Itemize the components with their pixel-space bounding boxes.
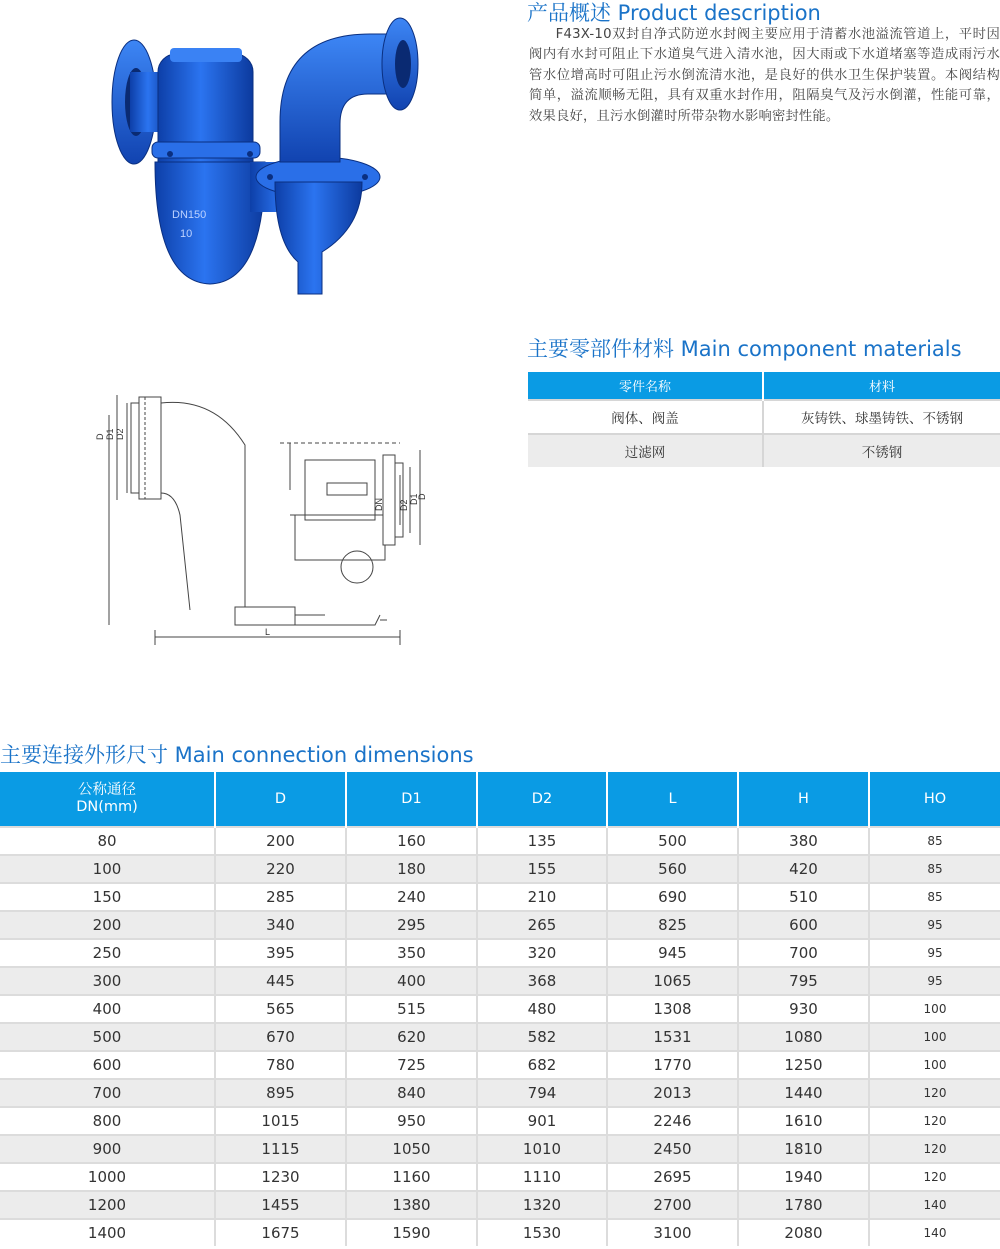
cell-dn: 700	[0, 1079, 215, 1107]
cell-d: 1455	[215, 1191, 346, 1219]
cell-l: 690	[607, 883, 738, 911]
cell-dn: 500	[0, 1023, 215, 1051]
material-part-cell: 过滤网	[528, 434, 763, 467]
cell-d1: 840	[346, 1079, 477, 1107]
cell-d2: 582	[477, 1023, 607, 1051]
cell-d2: 155	[477, 855, 607, 883]
material-value-cell: 灰铸铁、球墨铸铁、不锈钢	[763, 400, 1000, 434]
cell-h: 1780	[738, 1191, 869, 1219]
cell-h: 1080	[738, 1023, 869, 1051]
cell-d2: 1530	[477, 1219, 607, 1246]
product-description-title: 产品概述 Product description	[527, 1, 821, 25]
cell-d2: 265	[477, 911, 607, 939]
cell-d: 895	[215, 1079, 346, 1107]
cell-d2: 1010	[477, 1135, 607, 1163]
cell-d1: 515	[346, 995, 477, 1023]
cell-h: 1610	[738, 1107, 869, 1135]
materials-header-material: 材料	[763, 372, 1000, 400]
cell-ho: 95	[869, 911, 1000, 939]
cell-h: 700	[738, 939, 869, 967]
header-dn-line2: DN(mm)	[76, 799, 138, 815]
cell-d1: 350	[346, 939, 477, 967]
cell-l: 500	[607, 827, 738, 855]
table-row	[0, 855, 1000, 883]
cell-ho: 100	[869, 1023, 1000, 1051]
cell-l: 560	[607, 855, 738, 883]
cell-d1: 620	[346, 1023, 477, 1051]
table-row	[0, 1023, 1000, 1051]
cell-ho: 100	[869, 1051, 1000, 1079]
cell-l: 2700	[607, 1191, 738, 1219]
header-d1: D1	[346, 772, 477, 827]
cell-ho: 120	[869, 1107, 1000, 1135]
cell-d1: 1050	[346, 1135, 477, 1163]
cell-d: 565	[215, 995, 346, 1023]
cell-dn: 80	[0, 827, 215, 855]
cell-dn: 1400	[0, 1219, 215, 1246]
cell-dn: 1000	[0, 1163, 215, 1191]
material-value-cell: 不锈钢	[763, 434, 1000, 467]
cell-ho: 95	[869, 967, 1000, 995]
cell-dn: 300	[0, 967, 215, 995]
cell-d: 445	[215, 967, 346, 995]
cell-d: 1230	[215, 1163, 346, 1191]
cell-ho: 140	[869, 1219, 1000, 1246]
cell-ho: 85	[869, 827, 1000, 855]
cell-l: 1531	[607, 1023, 738, 1051]
cell-d2: 320	[477, 939, 607, 967]
cell-d1: 1590	[346, 1219, 477, 1246]
cell-dn: 600	[0, 1051, 215, 1079]
cell-d1: 180	[346, 855, 477, 883]
dimension-label-dn: DN	[374, 498, 384, 511]
cell-d: 340	[215, 911, 346, 939]
header-dn	[0, 772, 215, 827]
cell-d: 780	[215, 1051, 346, 1079]
cell-d: 1015	[215, 1107, 346, 1135]
table-row	[528, 400, 1000, 434]
table-row	[528, 434, 1000, 467]
cell-d2: 210	[477, 883, 607, 911]
cell-h: 930	[738, 995, 869, 1023]
material-part-cell: 阀体、阀盖	[528, 400, 763, 434]
table-row	[0, 939, 1000, 967]
dimension-label-d2: D2	[115, 428, 125, 440]
cell-ho: 140	[869, 1191, 1000, 1219]
cell-d1: 725	[346, 1051, 477, 1079]
cell-ho: 95	[869, 939, 1000, 967]
table-row	[0, 1191, 1000, 1219]
header-l: L	[607, 772, 738, 827]
cell-l: 2695	[607, 1163, 738, 1191]
valve-technical-drawing	[95, 375, 425, 655]
table-row	[0, 911, 1000, 939]
cell-h: 1940	[738, 1163, 869, 1191]
cell-d2: 682	[477, 1051, 607, 1079]
cell-ho: 120	[869, 1079, 1000, 1107]
cell-ho: 120	[869, 1135, 1000, 1163]
cell-l: 2246	[607, 1107, 738, 1135]
cell-ho: 85	[869, 883, 1000, 911]
cell-l: 945	[607, 939, 738, 967]
header-h: H	[738, 772, 869, 827]
header-ho: HO	[869, 772, 1000, 827]
cell-h: 600	[738, 911, 869, 939]
cell-dn: 200	[0, 911, 215, 939]
materials-header-row	[528, 372, 1000, 400]
table-row	[0, 995, 1000, 1023]
cell-l: 2013	[607, 1079, 738, 1107]
dimension-label-d1-right: D1	[409, 493, 419, 505]
cell-ho: 100	[869, 995, 1000, 1023]
table-row	[0, 1219, 1000, 1246]
header-dn-line1: 公称通径	[78, 782, 136, 798]
cell-d: 1675	[215, 1219, 346, 1246]
cell-d: 670	[215, 1023, 346, 1051]
cell-d: 285	[215, 883, 346, 911]
table-row	[0, 1051, 1000, 1079]
table-row	[0, 967, 1000, 995]
cell-d1: 295	[346, 911, 477, 939]
cell-ho: 85	[869, 855, 1000, 883]
cell-dn: 900	[0, 1135, 215, 1163]
cell-d: 395	[215, 939, 346, 967]
cell-d2: 368	[477, 967, 607, 995]
table-row	[0, 827, 1000, 855]
cell-l: 3100	[607, 1219, 738, 1246]
cell-d2: 1110	[477, 1163, 607, 1191]
table-row	[0, 1163, 1000, 1191]
cell-dn: 400	[0, 995, 215, 1023]
product-description-text: F43X-10双封自净式防逆水封阀主要应用于清蓄水池溢流管道上，平时因阀内有水封可阻止下水道臭气进入清水池，因大雨或下水道堵塞等造成雨污水管水位增高时可阻止污水倒流清水池，是良好的供水卫生保护装置。本阀结构简单，溢流顺畅无阻，具有双重水封作用，阻隔臭气及污水倒灌，性能可靠，效果良好，且污水倒灌时所带杂物水影响密封性能。	[529, 27, 1000, 124]
cell-dn: 800	[0, 1107, 215, 1135]
cell-d2: 901	[477, 1107, 607, 1135]
cell-dn: 250	[0, 939, 215, 967]
cell-dn: 100	[0, 855, 215, 883]
dimension-label-d1: D1	[105, 428, 115, 440]
table-row	[0, 1135, 1000, 1163]
cell-h: 510	[738, 883, 869, 911]
materials-title: 主要零部件材料 Main component materials	[527, 337, 962, 361]
cell-d2: 135	[477, 827, 607, 855]
cell-l: 1770	[607, 1051, 738, 1079]
cell-h: 1250	[738, 1051, 869, 1079]
dimensions-table-body	[0, 827, 1000, 1246]
materials-header-part: 零件名称	[528, 372, 763, 400]
cell-ho: 120	[869, 1163, 1000, 1191]
casting-mark-dn: DN150	[172, 209, 207, 221]
materials-table	[528, 372, 1000, 467]
table-row	[0, 1079, 1000, 1107]
cell-d2: 480	[477, 995, 607, 1023]
cell-d: 220	[215, 855, 346, 883]
dimension-label-d: D	[95, 433, 105, 440]
cell-l: 825	[607, 911, 738, 939]
table-row	[0, 1107, 1000, 1135]
dimension-label-d-right: D	[417, 493, 427, 500]
dimensions-header-row	[0, 772, 1000, 827]
dimensions-table	[0, 772, 1000, 1246]
dimensions-title: 主要连接外形尺寸 Main connection dimensions	[0, 743, 474, 767]
cell-dn: 1200	[0, 1191, 215, 1219]
dimension-label-d2-right: D2	[399, 499, 409, 511]
dimension-label-l: L	[265, 627, 271, 637]
header-d2: D2	[477, 772, 607, 827]
cell-d1: 1380	[346, 1191, 477, 1219]
cell-h: 2080	[738, 1219, 869, 1246]
cell-d1: 1160	[346, 1163, 477, 1191]
cell-d1: 950	[346, 1107, 477, 1135]
cell-d: 1115	[215, 1135, 346, 1163]
cell-d1: 400	[346, 967, 477, 995]
table-row	[0, 883, 1000, 911]
cell-d: 200	[215, 827, 346, 855]
cell-h: 1440	[738, 1079, 869, 1107]
cell-h: 380	[738, 827, 869, 855]
cell-d1: 160	[346, 827, 477, 855]
cell-h: 420	[738, 855, 869, 883]
cell-h: 1810	[738, 1135, 869, 1163]
cell-d2: 1320	[477, 1191, 607, 1219]
cell-dn: 150	[0, 883, 215, 911]
header-d: D	[215, 772, 346, 827]
cell-d2: 794	[477, 1079, 607, 1107]
cell-h: 795	[738, 967, 869, 995]
cell-d1: 240	[346, 883, 477, 911]
cell-l: 1308	[607, 995, 738, 1023]
cell-l: 2450	[607, 1135, 738, 1163]
cell-l: 1065	[607, 967, 738, 995]
casting-mark-pn: 10	[180, 228, 193, 240]
valve-product-photo	[100, 12, 430, 302]
